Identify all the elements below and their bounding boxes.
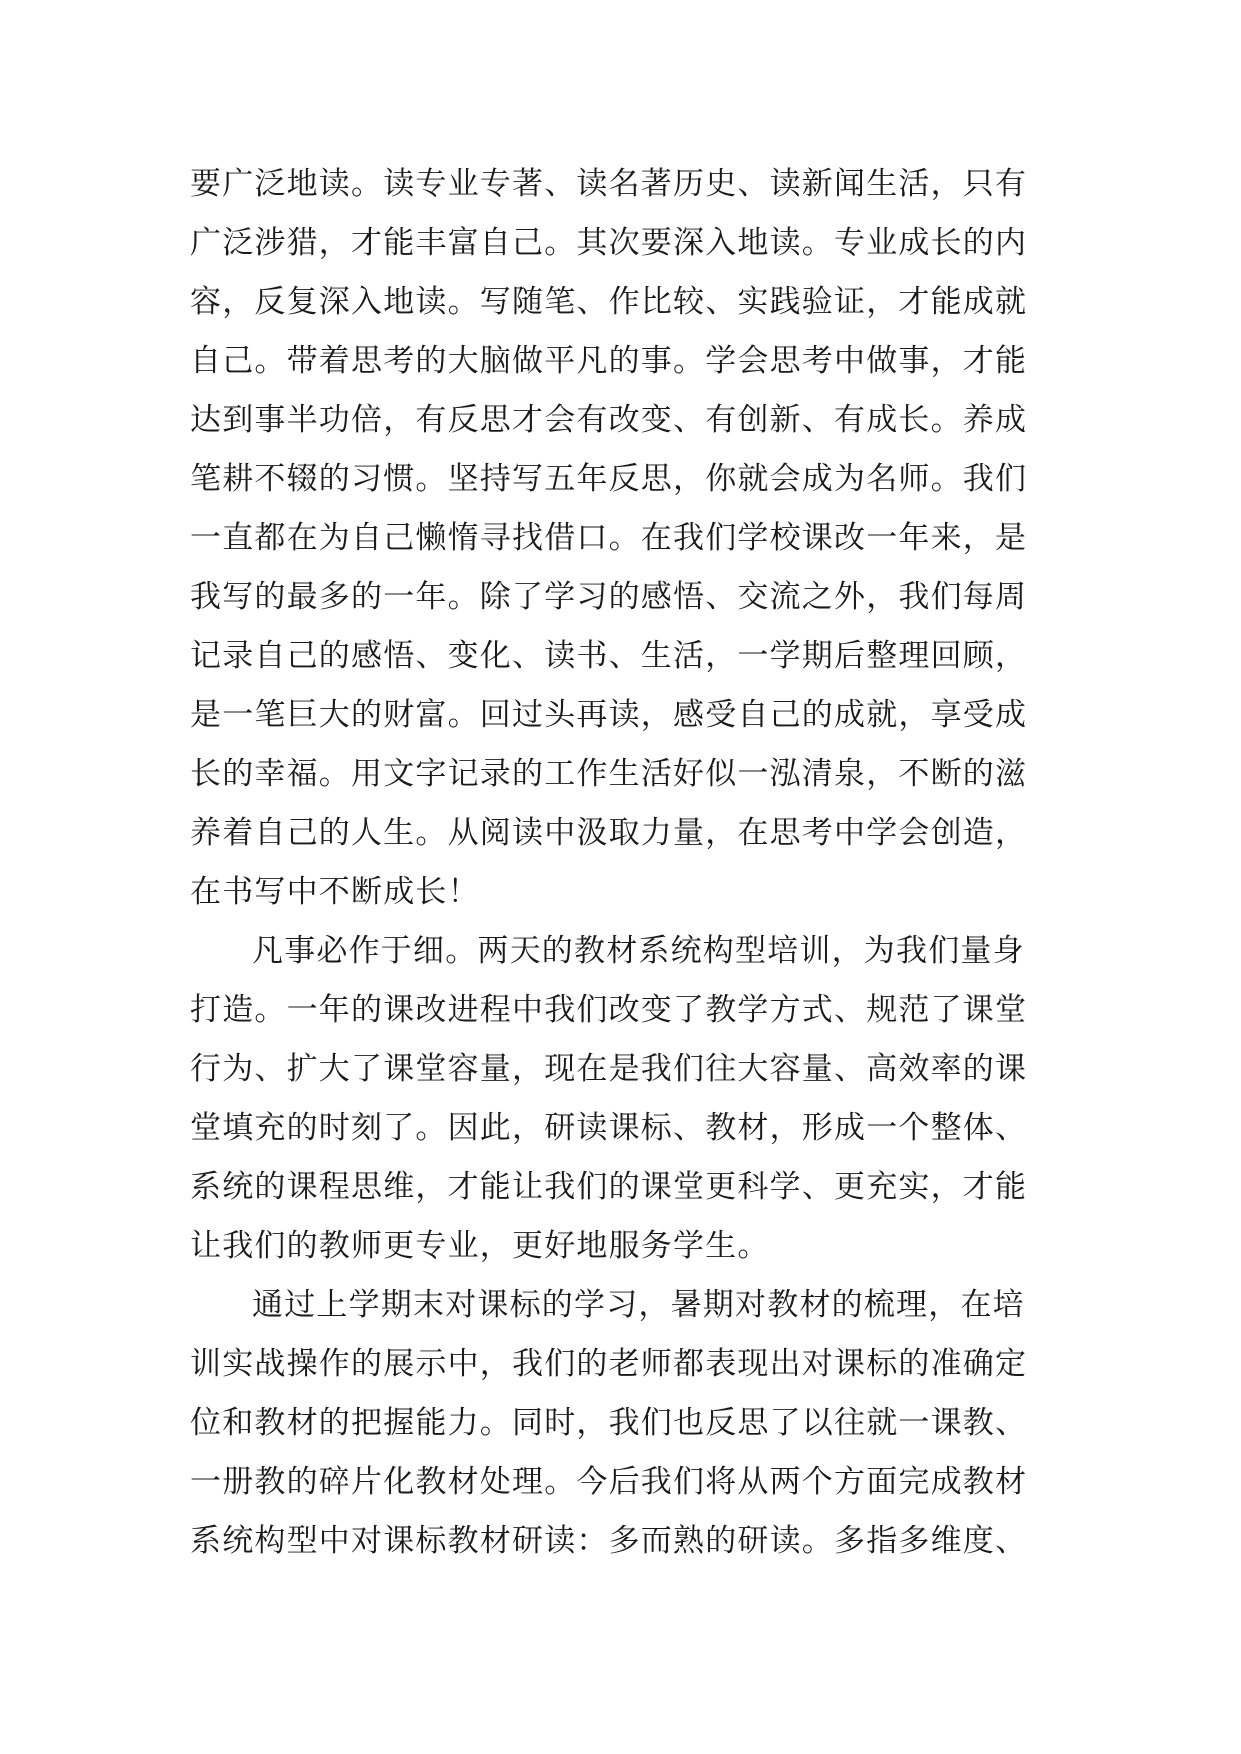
- text-line: 一直都在为自己懒惰寻找借口。在我们学校课改一年来，是: [190, 520, 1028, 556]
- text-line: 自己。带着思考的大脑做平凡的事。学会思考中做事，才能: [190, 343, 1028, 379]
- text-line: 养着自己的人生。从阅读中汲取力量，在思考中学会创造，: [190, 815, 1028, 851]
- text-line: 达到事半功倍，有反思才会有改变、有创新、有成长。养成: [190, 402, 1028, 438]
- text-line: 一册教的碎片化教材处理。今后我们将从两个方面完成教材: [190, 1464, 1028, 1500]
- text-line: 长的幸福。用文字记录的工作生活好似一泓清泉，不断的滋: [190, 756, 1028, 792]
- text-line: 笔耕不辍的习惯。坚持写五年反思，你就会成为名师。我们: [190, 461, 1028, 497]
- text-line: 让我们的教师更专业，更好地服务学生。: [190, 1228, 770, 1264]
- text-line: 在书写中不断成长！: [190, 874, 480, 910]
- text-line: 广泛涉猎，才能丰富自己。其次要深入地读。专业成长的内: [190, 225, 1028, 261]
- text-line: 系统构型中对课标教材研读：多而熟的研读。多指多维度、: [190, 1523, 1028, 1559]
- text-line: 位和教材的把握能力。同时，我们也反思了以往就一课教、: [190, 1405, 1028, 1441]
- text-line: 打造。一年的课改进程中我们改变了教学方式、规范了课堂: [190, 992, 1028, 1028]
- text-line: 通过上学期末对课标的学习，暑期对教材的梳理，在培: [252, 1287, 1025, 1323]
- text-line: 要广泛地读。读专业专著、读名著历史、读新闻生活，只有: [190, 166, 1028, 202]
- text-line: 记录自己的感悟、变化、读书、生活，一学期后整理回顾，: [190, 638, 1028, 674]
- text-line: 是一笔巨大的财富。回过头再读，感受自己的成就，享受成: [190, 697, 1028, 733]
- text-line: 凡事必作于细。两天的教材系统构型培训，为我们量身: [252, 933, 1025, 969]
- document-body: [190, 155, 1070, 1571]
- text-line: 训实战操作的展示中，我们的老师都表现出对课标的准确定: [190, 1346, 1028, 1382]
- text-line: 容，反复深入地读。写随笔、作比较、实践验证，才能成就: [190, 284, 1028, 320]
- text-line: 堂填充的时刻了。因此，研读课标、教材，形成一个整体、: [190, 1110, 1028, 1146]
- text-line: 系统的课程思维，才能让我们的课堂更科学、更充实，才能: [190, 1169, 1028, 1205]
- text-line: 行为、扩大了课堂容量，现在是我们往大容量、高效率的课: [190, 1051, 1028, 1087]
- text-line: 我写的最多的一年。除了学习的感悟、交流之外，我们每周: [190, 579, 1028, 615]
